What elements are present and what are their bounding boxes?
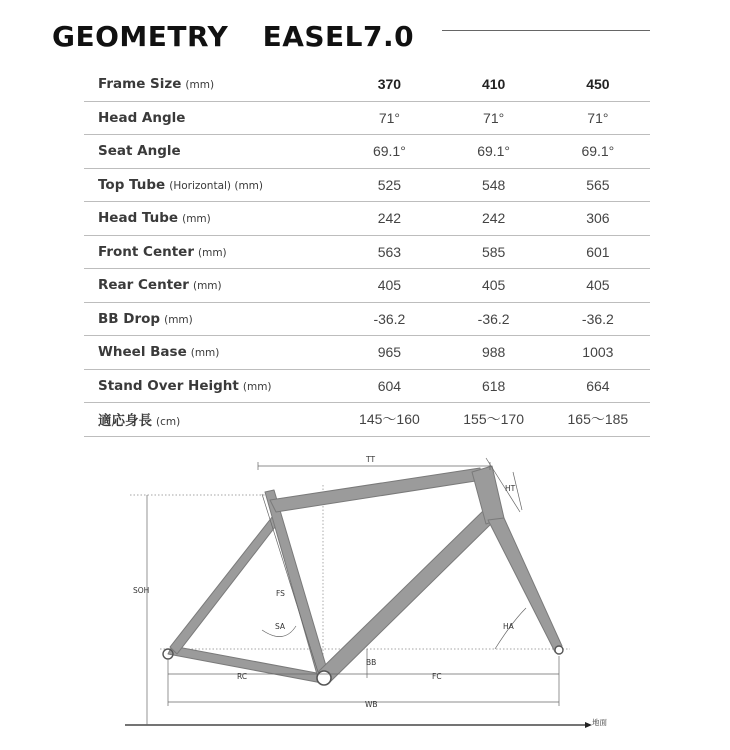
table-cell: -36.2 (442, 302, 546, 336)
table-cell: 565 (546, 168, 650, 202)
frame-geometry-diagram (0, 440, 730, 750)
row-label: Frame Size (mm) (84, 68, 337, 101)
table-cell: 618 (442, 369, 546, 403)
title-main: GEOMETRY (52, 20, 229, 53)
ground-label: 地面 (592, 718, 607, 727)
geometry-table (84, 68, 650, 437)
table-row (84, 403, 650, 437)
table-cell: 306 (546, 202, 650, 236)
rc-label: RC (237, 672, 248, 681)
table-cell: 405 (337, 269, 441, 303)
soh-label: SOH (133, 586, 150, 595)
title-divider (442, 30, 650, 31)
row-label: Rear Center (mm) (84, 269, 337, 303)
table-row (84, 168, 650, 202)
table-cell: 563 (337, 235, 441, 269)
table-row (84, 202, 650, 236)
sa-label: SA (275, 622, 286, 631)
table-cell: -36.2 (546, 302, 650, 336)
row-label: BB Drop (mm) (84, 302, 337, 336)
table-cell: 585 (442, 235, 546, 269)
row-label: Head Tube (mm) (84, 202, 337, 236)
ht-label: HT (505, 484, 516, 493)
table-row (84, 101, 650, 135)
bb-label: BB (366, 658, 377, 667)
table-cell: 71° (442, 101, 546, 135)
table-header-row (84, 68, 650, 101)
bottom-bracket-icon (317, 671, 331, 685)
row-label: Stand Over Height (mm) (84, 369, 337, 403)
ground-arrow-icon (585, 722, 592, 728)
table-cell: 69.1° (337, 135, 441, 169)
table-cell: 155〜170 (442, 403, 546, 437)
fc-label: FC (432, 672, 442, 681)
front-axle-icon (555, 646, 563, 654)
fs-label: FS (276, 589, 285, 598)
table-row (84, 302, 650, 336)
table-cell: 69.1° (442, 135, 546, 169)
bike-frame (168, 466, 562, 683)
table-cell: 1003 (546, 336, 650, 370)
table-row (84, 336, 650, 370)
tt-label: TT (366, 455, 376, 464)
table-row (84, 135, 650, 169)
wb-label: WB (365, 700, 378, 709)
row-label: Head Angle (84, 101, 337, 135)
size-header: 370 (337, 68, 441, 101)
table-cell: 548 (442, 168, 546, 202)
row-label: Wheel Base (mm) (84, 336, 337, 370)
table-cell: 242 (442, 202, 546, 236)
size-header: 410 (442, 68, 546, 101)
table-row (84, 269, 650, 303)
size-header: 450 (546, 68, 650, 101)
table-cell: 988 (442, 336, 546, 370)
table-cell: 525 (337, 168, 441, 202)
row-label: Front Center (mm) (84, 235, 337, 269)
table-cell: 145〜160 (337, 403, 441, 437)
ha-label: HA (503, 622, 514, 631)
table-cell: 664 (546, 369, 650, 403)
table-cell: 165〜185 (546, 403, 650, 437)
table-cell: -36.2 (337, 302, 441, 336)
row-label: Top Tube (Horizontal) (mm) (84, 168, 337, 202)
table-cell: 601 (546, 235, 650, 269)
table-cell: 71° (546, 101, 650, 135)
row-label: Seat Angle (84, 135, 337, 169)
table-row (84, 369, 650, 403)
table-cell: 604 (337, 369, 441, 403)
table-row (84, 235, 650, 269)
page-title (52, 20, 414, 53)
table-cell: 242 (337, 202, 441, 236)
table-cell: 405 (442, 269, 546, 303)
table-cell: 69.1° (546, 135, 650, 169)
row-label: 適応身長 (cm) (84, 403, 337, 437)
table-cell: 405 (546, 269, 650, 303)
table-cell: 71° (337, 101, 441, 135)
table-cell: 965 (337, 336, 441, 370)
title-model: EASEL7.0 (262, 20, 415, 53)
